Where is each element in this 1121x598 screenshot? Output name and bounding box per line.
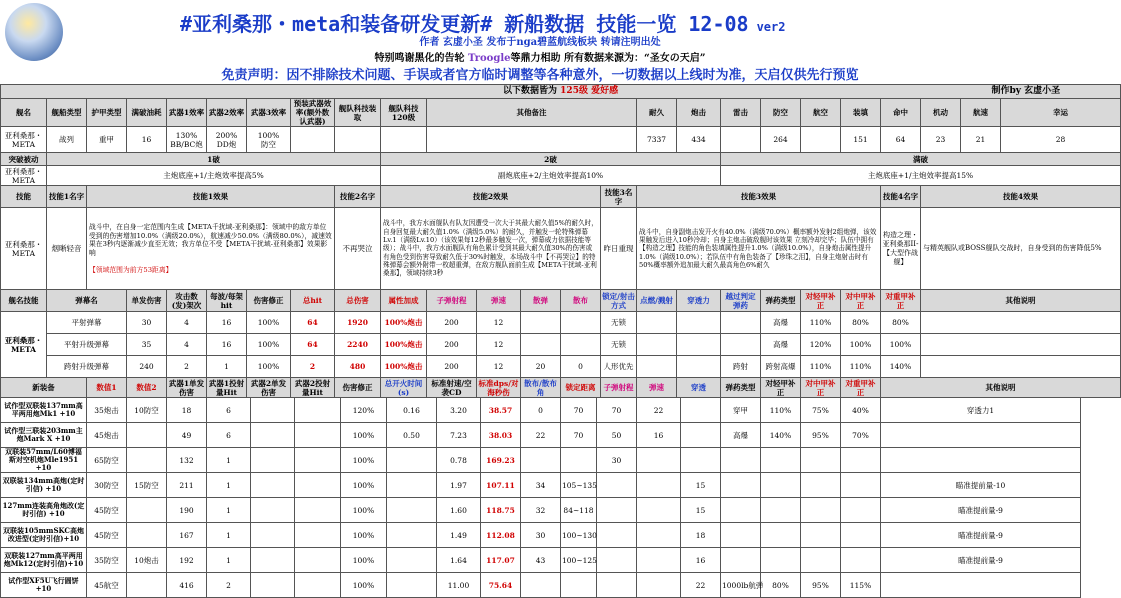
version-label: ver2 (756, 20, 786, 34)
ship-stats-row: 亚利桑那・META 战列 重甲 16 130% BB/BC炮 200% DD炮 100% 防空 7337 434 264 151 64 23 21 28 (1, 127, 1121, 153)
equipment-row: 127mm连装高角炮改(定时引信) +10 45防空 190 1 100% 1.60 118.75 32 84~118 15 瞄准提前量-9 (1, 498, 1081, 523)
equipment-row: 试作型XF5U飞行圆饼 +10 45航空 416 2 100% 11.00 75.64 22 1000lb航弹 80% 95% 115% (1, 573, 1081, 598)
data-sheet (0, 84, 1121, 398)
equipment-row: 试作型三联装203mm主炮Mark X +10 45炮击 49 6 100% 0.50 7.23 38.03 22 70 50 16 高爆 140% 95% 70% (1, 423, 1081, 448)
equipment-row: 双联装57mm/L60博福斯对空机炮Mle1951 +10 65防空 132 1 100% 0.78 169.23 30 (1, 448, 1081, 473)
ship-header-row: 舰名 舰船类型 护甲类型 满破油耗 武器1效率 武器2效率 武器3效率 预装武器效率(额外数认武器) 舰队科技装取 舰队科技120级 其他备注 耐久 炮击 雷击 防空 航空 装填 命中 机动 航速 幸运 (1, 99, 1121, 127)
level-bar: 以下数据皆为 125级 爱好感 制作by 玄虚小圣 (1, 85, 1121, 99)
page-title: #亚利桑那・meta和装备研发更新# 新船数据 技能一览 12-08 ver2 (180, 12, 786, 36)
barrage-header-row: 舰名技能 弹幕名 单发伤害 攻击数(发)架次 每波/每架hit 伤害修正 总hit 总伤害 属性加成 子弹射程 弹速 散弹 散布 锁定/射击方式 点燃/溅射 穿透力 越过判定弹药 弹药类型 对轻甲补正 对中甲补正 对重甲补正 其他说明 (1, 290, 1121, 312)
barrage-row: 平射升级弹幕 35 4 16 100% 64 2240 100%炮击 200 12 无锁 高爆 120% 100% 100% (1, 334, 1121, 356)
thanks-line: 特别鸣谢黑化的告轮 Troogle等鼎力相助 所有数据来源为：“圣女の天启” (374, 53, 706, 64)
equipment-row: 双联装134mm高炮(定时引信) +10 30防空 15防空 211 1 100% 1.97 107.11 34 105~135 15 瞄准提前量-10 (1, 473, 1081, 498)
skills-row: 亚利桑那・META 烟晰轻音 战斗中，在自身一定范围内生成【META千扰域-亚利桑那】：领域中的敌方单位受到的伤害增加10.0%（满级20.0%），航速减少50.0%（满级80.0%），减速效果在3秒内逐渐减少直至无效；我方单位不受【META干扰域-亚利桑那】效果影响 【领域范围为前方53距离】 不再哭泣 战斗中，我方水面舰队有队友因遭受一次大于其最大耐久值5%的耐久时，自身回复最大耐久值1.0%（满级5.0%）的耐久，并触发一轮特殊弹幕Lv.1（满级Lv.10）（该效果每12秒最多触发一次，弹幕威力依据技能等级）；战斗中，我方水面舰队有角色累计受到其最大耐久值30%的伤害或有角色受到伤害导致耐久低于30%时触发，本场战斗中【不再哭泣】的特殊弹幕会额外附带一枚超重弹，在敌方舰队面前生成【META干扰域-亚利桑那】，领域持续3秒 昨日重现 战斗中，自身副炮击发开火有40.0%（满级70.0%）概率额外发射2组炮弹，该效果触发后进入10秒冷却；自身主炮击破敌舰时该效果 立刻冷却完毕；队伍中拥有【构造之理】技能的角色装填属性提升1.0%（满级10.0%），自身炮击属性提升1.0%（满级10.0%）；若队伍中有角色装备了【珍珠之泪】，自身主炮射击时有50%概率额外追加最大耐久最高角色6%耐久 构造之理・亚利桑那II-【大型作战舰】 与精英舰队或BOSS舰队交战时，自身受到的伤害降低5% (1, 208, 1121, 290)
barrage-row: 亚利桑那・META 平射弹幕 30 4 16 100% 64 1920 100%炮击 200 12 无锁 高爆 110% 80% 80% (1, 312, 1121, 334)
equipment-header-row: 新装备 数值1 数值2 武器1单发伤害 武器1投射量Hit 武器2单发伤害 武器2投射量Hit 伤害修正 总开火时间(s) 标准射速/空袭CD 标准dps/对海秒伤 散布/散布角 锁定距离 子弹射程 弹速 穿透 弹药类型 对轻甲补正 对中甲补正 对重甲补正 其他说明 (1, 378, 1121, 398)
barrage-row: 跨射升级弹幕 240 2 1 100% 2 480 100%炮击 200 12 20 0 人形优先 跨射 跨射高爆 110% 110% 140% (1, 356, 1121, 378)
equipment-row: 试作型双联装137mm高平两用炮Mk1 +10 35炮击 10防空 18 6 120% 0.16 3.20 38.57 0 70 70 22 穿甲 110% 75% 40% 穿透力1 (1, 398, 1081, 423)
skills-header-row: 技能 技能1名字 技能1效果 技能2名字 技能2效果 技能3名字 技能3效果 技能4名字 技能4效果 (1, 186, 1121, 208)
author-line: 作者 玄虚小圣 发布于nga碧蓝航线板块 转请注明出处 (419, 37, 661, 48)
disclaimer: 免责声明：因不排除技术问题、手误或者官方临时调整等各种意外，一切数据以上线时为准，天启仅供先行预览 (221, 68, 859, 83)
equipment-row: 双联装127mm高平两用炮Mk12(定时引信)+10 35防空 10炮击 192 1 100% 1.64 117.07 43 100~125 16 瞄准提前量-9 (1, 548, 1081, 573)
equipment-table (0, 397, 1081, 598)
equipment-row: 双联装105mmSKC高炮改进型(定时引信)+10 45防空 167 1 100% 1.49 112.08 30 100~130 18 瞄准提前量-9 (1, 523, 1081, 548)
breakthrough-effects-row: 亚利桑那・META 主炮底座+1/主炮效率提高5% 副炮底座+2/主炮效率提高10% 主炮底座+1/主炮效率提高15% (1, 166, 1121, 186)
breakthrough-header-row: 突破被动 1破 2破 满破 (1, 153, 1121, 166)
made-by: 制作by 玄虚小圣 (991, 86, 1061, 96)
skill1-effect: 战斗中，在自身一定范围内生成【META千扰域-亚利桑那】：领域中的敌方单位受到的伤害增加10.0%（满级20.0%），航速减少50.0%（满级80.0%），减速效果在3秒内逐渐减少直至无效；我方单位不受【META干扰域-亚利桑那】效果影响 【领域范围为前方53距离】 (87, 208, 335, 290)
